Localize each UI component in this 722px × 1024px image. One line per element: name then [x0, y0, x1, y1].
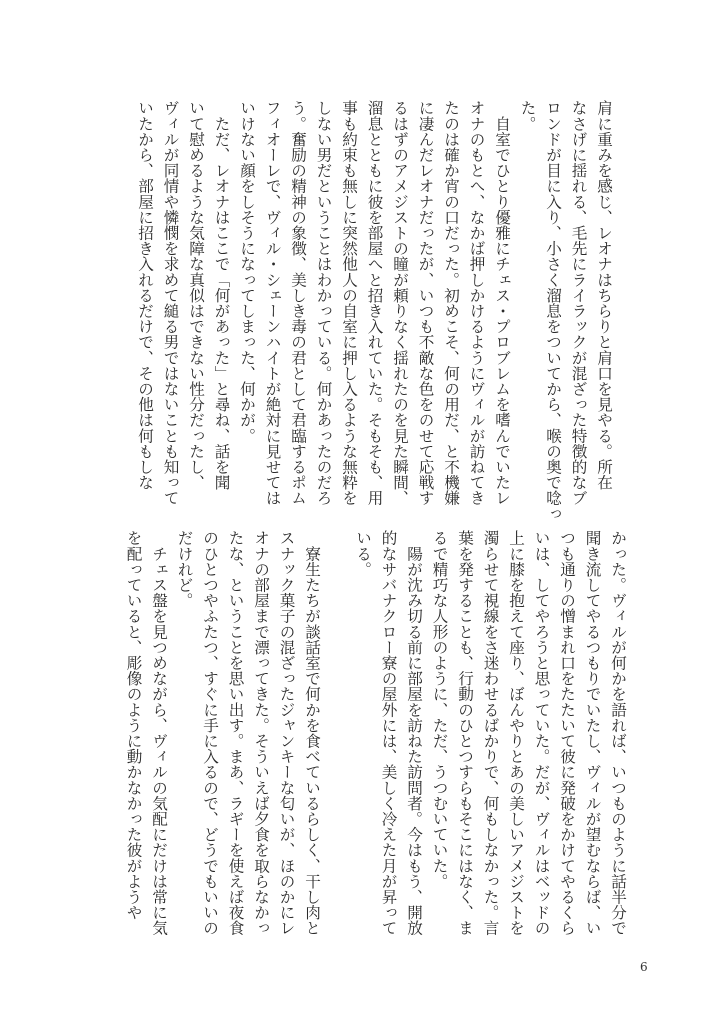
text-line: たな、ということを思い出す。まあ、ラギーを使えば夜食	[226, 530, 245, 936]
page-number: 6	[640, 960, 648, 974]
text-line: いる。	[354, 530, 372, 577]
text-line: ロンドが目に入り、小さく溜息をついてから、喉の奥で唸っ	[544, 100, 562, 522]
text-line: いけない顔をしそうになってしまった、何かが。	[238, 100, 256, 444]
text-line: う。奮励の精神の象徴、美しき毒の君として君臨するポム	[289, 100, 307, 506]
text-line: フィオーレで、ヴィル・シェーンハイトが絶対に見せては	[263, 100, 282, 506]
text-line: 濁らせて視線をさ迷わせるばかりで、何もしなかった。言	[481, 530, 500, 936]
text-line	[324, 530, 350, 930]
text-line: オナのもとへ、なかば押しかけるようにヴィルが訪ねてき	[467, 100, 486, 506]
text-line: しない男だということはわかっている。何かあったのだろ	[314, 100, 333, 506]
text-line: スナック菓子の混ざったジャンキーな匂いが、ほのかにレ	[277, 530, 296, 936]
text-line: 肩に重みを感じ、レオナはちらりと肩口を見やる。所在	[595, 100, 613, 490]
text-line: つも通りの憎まれ口をたたいて彼に発破をかけてやるくら	[558, 530, 576, 936]
text-line: 溜息とともに彼を部屋へと招き入れていた。そもそも、用	[365, 100, 384, 506]
text-line: たのは確か宵の口だった。初めこそ、何の用だ、と不機嫌	[442, 100, 460, 506]
text-line: 聞き流してやるつもりでいたし、ヴィルが望むならば、い	[583, 530, 602, 936]
text-line: ヴィルが同情や憐憫を求めて縋る男ではないことも知って	[161, 100, 180, 506]
text-line: を配っていると、彫像のように動かなかった彼がようや	[124, 530, 143, 920]
text-line: 的なサバナクロー寮の屋外には、美しく冷えた月が昇って	[379, 530, 398, 936]
text-line: るはずのアメジストの瞳が頼りなく揺れたのを見た瞬間、	[391, 100, 409, 506]
text-line: 葉を発することも、行動のひとつすらもそこにはなく、ま	[456, 530, 474, 936]
bottom-text-block	[120, 530, 630, 936]
text-line: 事も約束も無しに突然他人の自室に押し入るような無粋を	[340, 100, 358, 506]
text-line: いたから、部屋に招き入れるだけで、その他は何もしな	[136, 100, 154, 490]
text-line: チェス盤を見つめながら、ヴィルの気配にだけは常に気	[150, 530, 168, 936]
text-line: 自室でひとり優雅にチェス・プロブレムを嗜んでいたレ	[493, 100, 511, 506]
text-line: いは、してやろうと思っていた。だが、ヴィルはベッドの	[532, 530, 551, 936]
text-line: に凄んだレオナだったが、いつも不敵な色をのせて応戦す	[416, 100, 435, 506]
text-line: ただ、レオナはここで「何があった」と尋ね、話を聞	[212, 100, 231, 490]
text-line: た。	[518, 100, 537, 132]
text-line: かった。ヴィルが何かを語れば、いつものように話半分で	[609, 530, 627, 936]
top-text-block	[132, 100, 617, 522]
text-line: 上に膝を抱えて座り、ぼんやりとあの美しいアメジストを	[507, 530, 525, 936]
text-line: のひとつやふたつ、すぐに手に入るので、どうでもいいの	[201, 530, 219, 936]
text-line: オナの部屋まで漂ってきた。そういえば夕食を取らなかっ	[252, 530, 270, 936]
text-line: なさげに揺れる、毛先にライラックが混ざった特徴的なブ	[569, 100, 588, 506]
text-line: るで精巧な人形のように、ただ、うつむいていた。	[430, 530, 449, 889]
text-line: 陽が沈み切る前に部屋を訪ねた訪問者。今はもう、開放	[405, 530, 423, 936]
text-line: 寮生たちが談話室で何かを食べているらしく、干し肉と	[303, 530, 321, 936]
text-line: だけれど。	[175, 530, 194, 608]
text-line: いて慰めるような気障な真似はできない性分だったし、	[187, 100, 205, 490]
